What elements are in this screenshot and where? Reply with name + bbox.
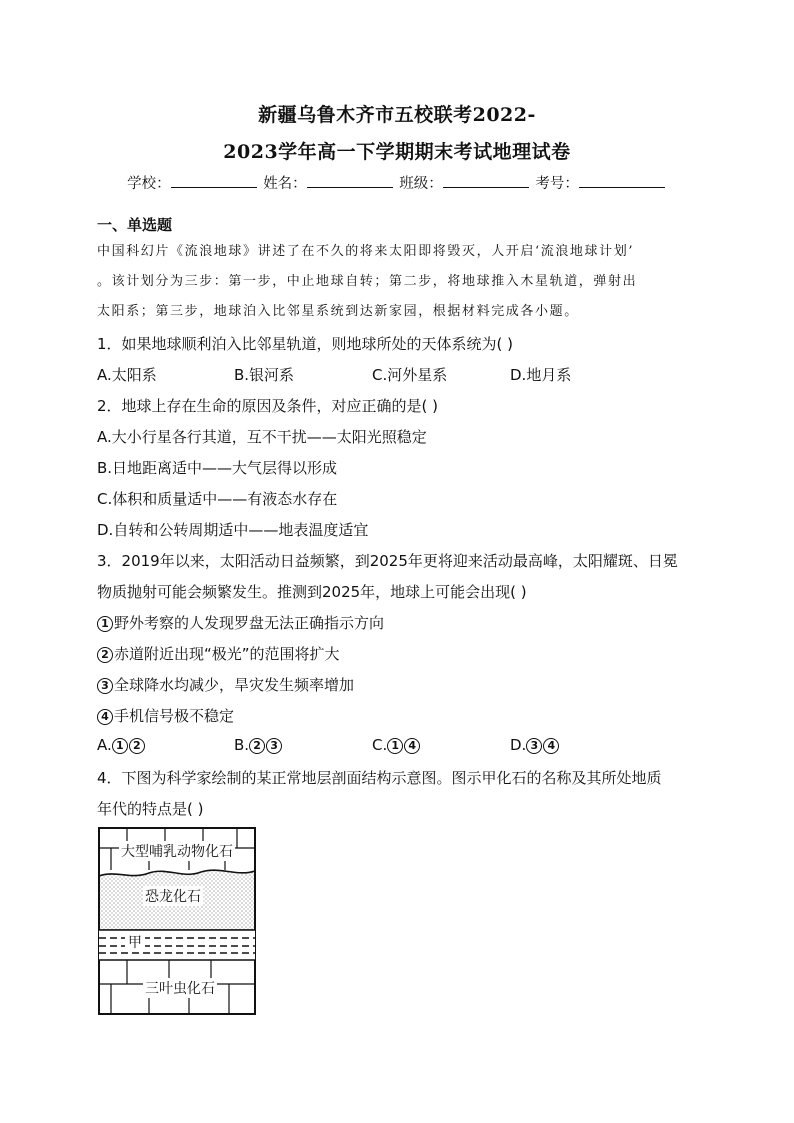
circled-number: 3 — [526, 738, 542, 754]
layer-label-dinosaur-fossil: 恐龙化石 — [143, 886, 203, 906]
question-4-stem-line2: 年代的特点是( ) — [97, 800, 204, 818]
q3-option-d[interactable] — [510, 736, 560, 754]
layer-label-trilobite-fossil: 三叶虫化石 — [143, 978, 217, 998]
option-letter: A. — [97, 736, 112, 754]
q1-option-c[interactable]: C.河外星系 — [372, 366, 448, 384]
q3-statement-3 — [97, 674, 354, 695]
circled-number: 3 — [266, 738, 282, 754]
circled-number: 2 — [129, 738, 145, 754]
passage-line: 中国科幻片《流浪地球》讲述了在不久的将来太阳即将毁灭，人开启‘流浪地球计划’ — [97, 244, 635, 259]
q3-statement-1 — [97, 612, 384, 633]
passage-line: 。该计划分为三步：第一步，中止地球自转；第二步，将地球推入木星轨道，弹射出 — [97, 274, 638, 289]
question-2-stem: 2．地球上存在生命的原因及条件，对应正确的是( ) — [97, 397, 439, 415]
option-letter: C. — [372, 736, 388, 754]
q3-statement-4 — [97, 705, 234, 726]
section-title: 一、单选题 — [97, 216, 173, 234]
student-info-row — [0, 172, 794, 193]
circled-number: 1 — [97, 616, 113, 632]
question-4-stem-line1: 4．下图为科学家绘制的某正常地层剖面结构示意图。图示甲化石的名称及其所处地质 — [97, 769, 662, 787]
school-blank[interactable] — [171, 173, 257, 188]
q2-option-b[interactable]: B.日地距离适中——大气层得以形成 — [97, 459, 338, 477]
exam-number-label: 考号： — [535, 176, 579, 192]
exam-number-blank[interactable] — [579, 173, 665, 188]
statement-text: 野外考察的人发现罗盘无法正确指示方向 — [114, 614, 385, 632]
class-blank[interactable] — [443, 173, 529, 188]
option-letter: B. — [234, 736, 250, 754]
question-1-stem: 1．如果地球顺利泊入比邻星轨道，则地球所处的天体系统为( ) — [97, 335, 514, 353]
q1-option-d[interactable]: D.地月系 — [510, 366, 572, 384]
statement-text: 全球降水均减少，旱灾发生频率增加 — [114, 676, 355, 694]
statement-text: 赤道附近出现“极光”的范围将扩大 — [114, 645, 340, 663]
school-label: 学校： — [127, 176, 171, 192]
circled-number: 3 — [97, 678, 113, 694]
q1-option-b[interactable]: B.银河系 — [234, 366, 295, 384]
question-3-stem-line1: 3．2019年以来，太阳活动日益频繁，到2025年更将迎来活动最高峰，太阳耀斑、日冕 — [97, 552, 678, 570]
page-title-line2: 2023学年高一下学期期末考试地理试卷 — [223, 141, 571, 163]
circled-number: 4 — [404, 738, 420, 754]
circled-number: 1 — [112, 738, 128, 754]
page-title-line1: 新疆乌鲁木齐市五校联考2022- — [258, 104, 536, 126]
option-letter: D. — [510, 736, 527, 754]
class-label: 班级： — [399, 176, 443, 192]
q2-option-d[interactable]: D.自转和公转周期适中——地表温度适宜 — [97, 521, 369, 539]
name-label: 姓名： — [263, 176, 307, 192]
q2-option-c[interactable]: C.体积和质量适中——有液态水存在 — [97, 490, 338, 508]
circled-number: 4 — [543, 738, 559, 754]
q3-option-b[interactable] — [234, 736, 283, 754]
circled-number: 2 — [249, 738, 265, 754]
question-3-stem-line2: 物质抛射可能会频繁发生。推测到2025年，地球上可能会出现( ) — [97, 583, 527, 601]
circled-number: 1 — [387, 738, 403, 754]
layer-label-mammal-fossil: 大型哺乳动物化石 — [119, 841, 235, 861]
q3-option-c[interactable] — [372, 736, 421, 754]
statement-text: 手机信号极不稳定 — [114, 707, 235, 725]
q3-option-a[interactable] — [97, 736, 146, 754]
q1-option-a[interactable]: A.太阳系 — [97, 366, 157, 384]
stratigraphic-section-figure — [97, 826, 257, 1016]
q2-option-a[interactable]: A.大小行星各行其道，互不干扰——太阳光照稳定 — [97, 428, 427, 446]
name-blank[interactable] — [307, 173, 393, 188]
q3-statement-2 — [97, 643, 340, 664]
circled-number: 2 — [97, 647, 113, 663]
passage-line: 太阳系；第三步，地球泊入比邻星系统到达新家园，根据材料完成各小题。 — [97, 304, 579, 319]
circled-number: 4 — [97, 709, 113, 725]
layer-label-jia: 甲 — [125, 932, 145, 952]
